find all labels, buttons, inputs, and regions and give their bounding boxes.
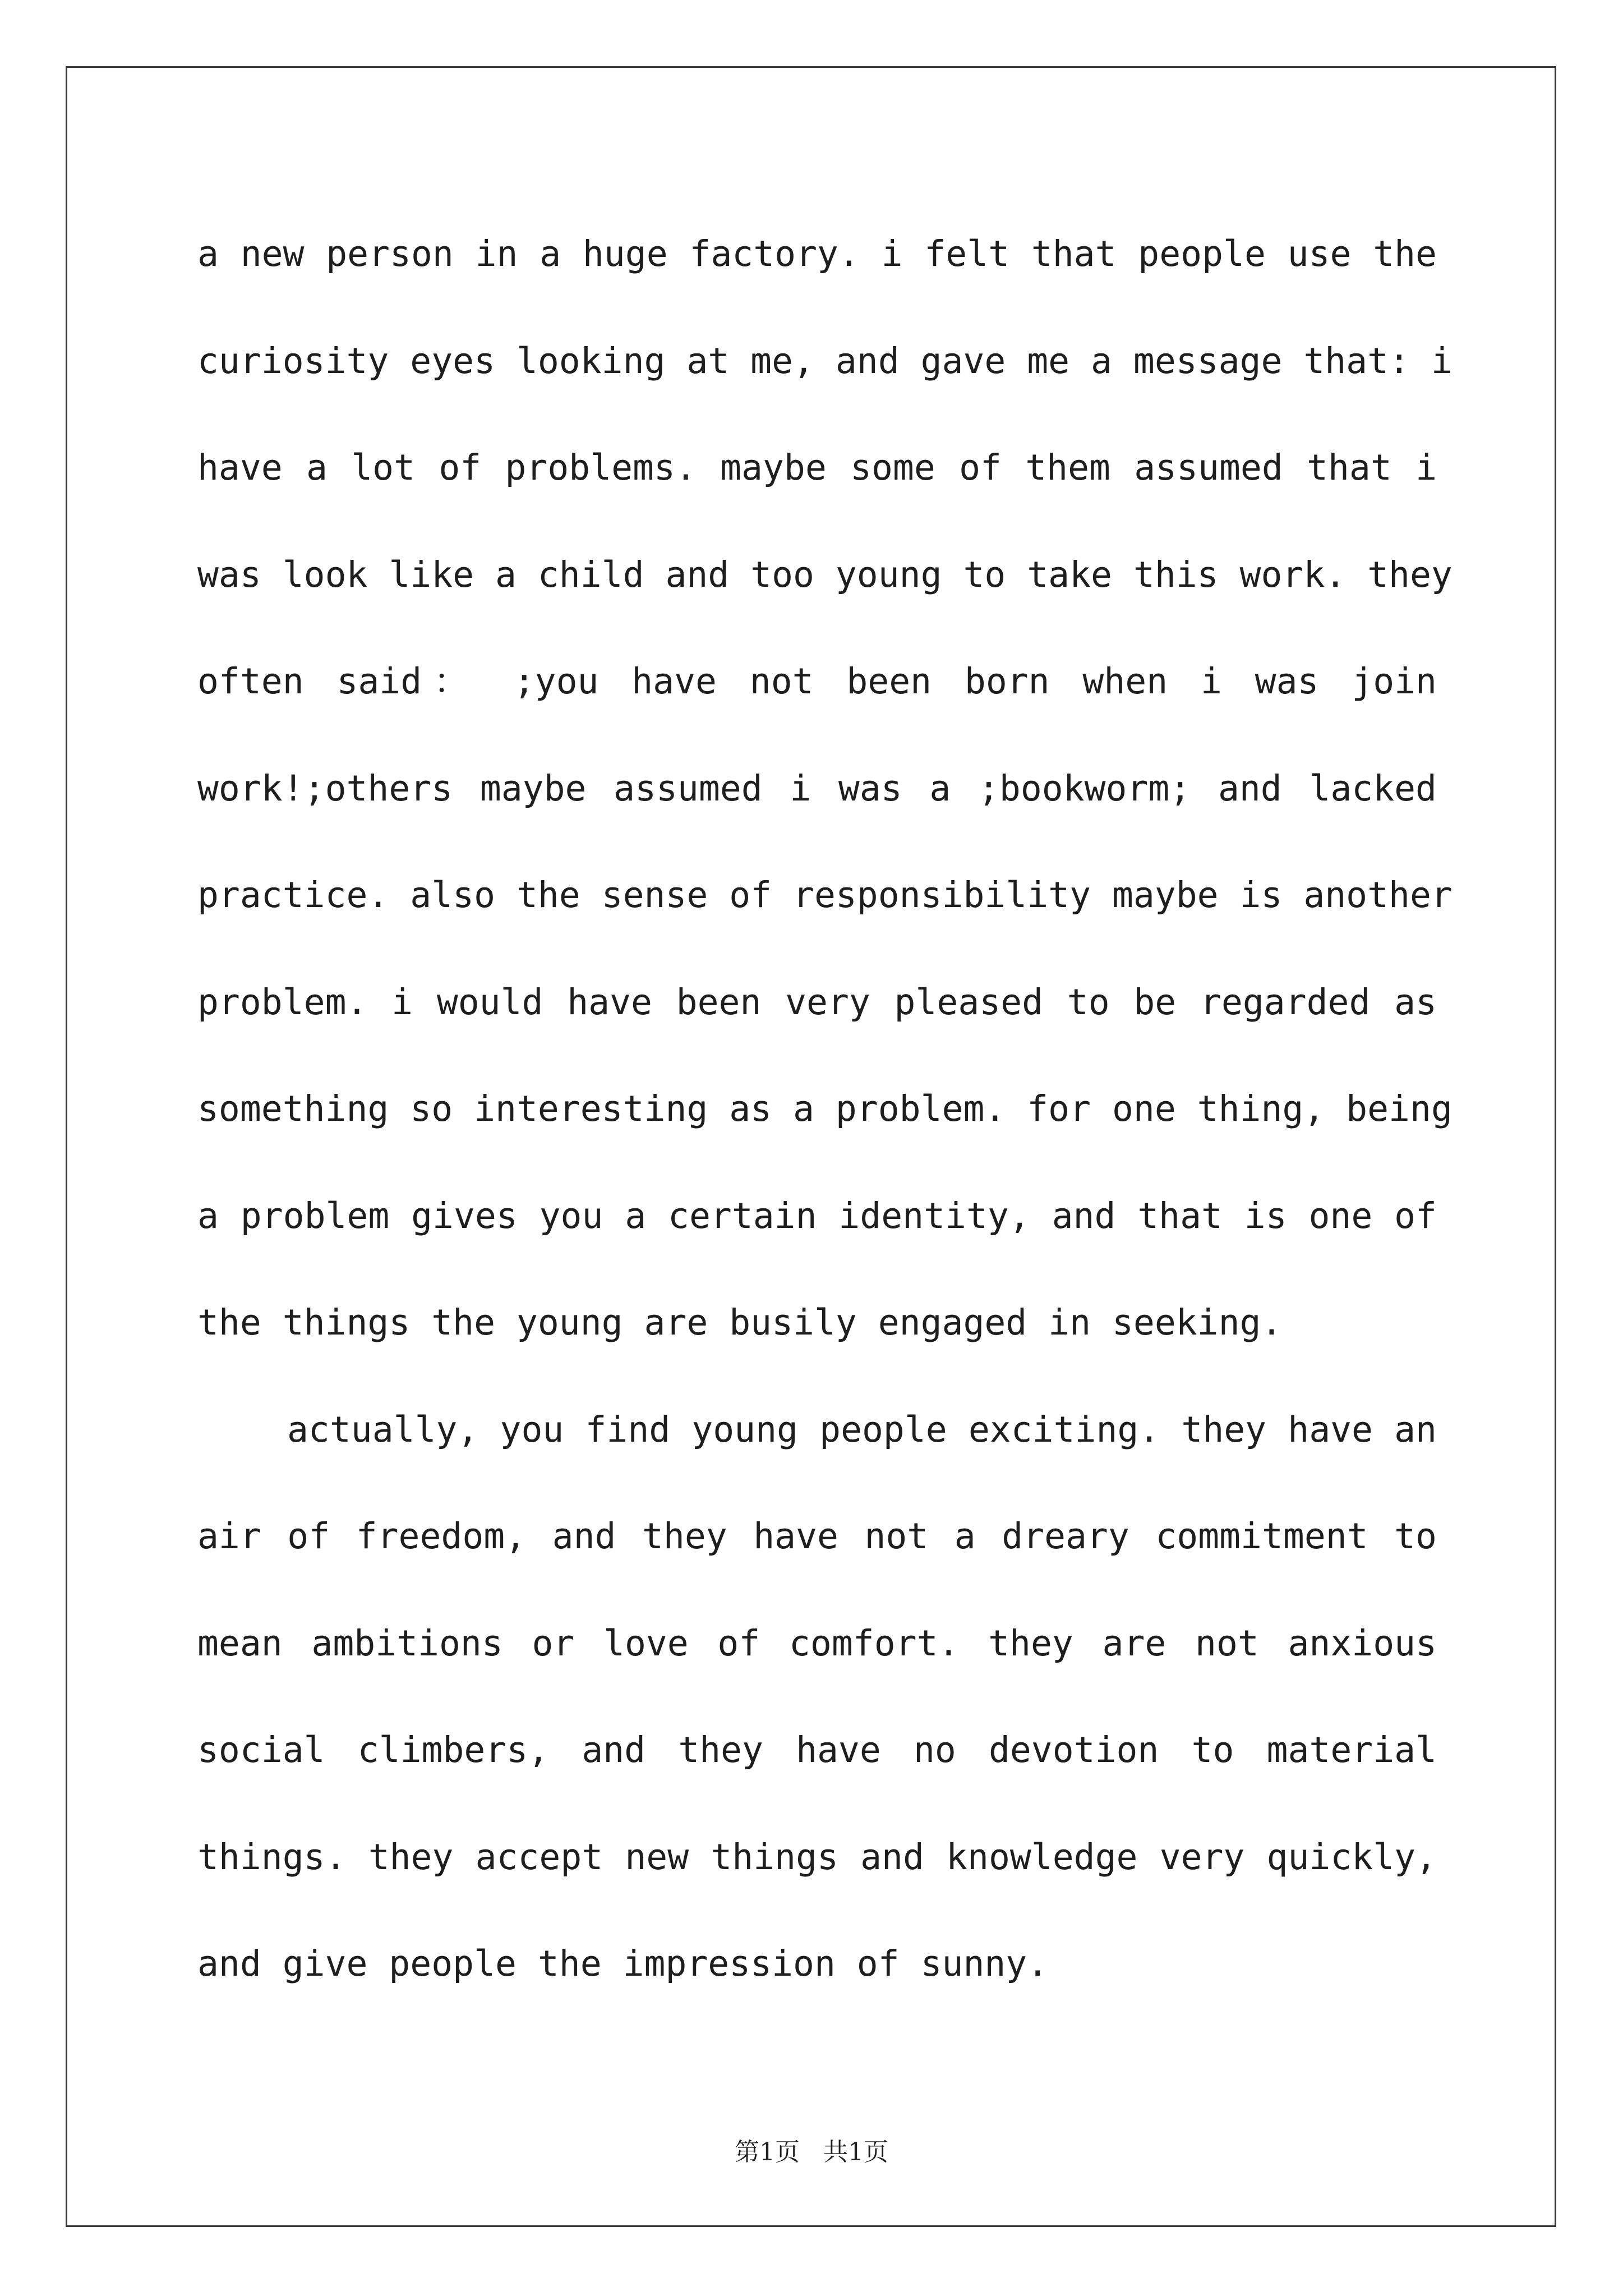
text-line: the things the young are busily engaged in seeking. (197, 1302, 1283, 1343)
text-line: actually, you find young people exciting. they have an (287, 1409, 1437, 1450)
text-line: things. they accept new things and knowledge very quickly, (197, 1836, 1437, 1878)
text-line: mean ambitions or love of comfort. they are not anxious (197, 1622, 1437, 1664)
paragraph-2 (197, 1395, 1437, 2036)
text-line: work!;others maybe assumed i was a ;bookworm; and lacked (197, 767, 1437, 809)
text-line: air of freedom, and they have not a dreary commitment to (197, 1516, 1437, 1557)
text-line: practice. also the sense of responsibility maybe is another (197, 875, 1453, 915)
text-line: a new person in a huge factory. i felt that people use the (197, 233, 1437, 274)
text-line: a problem gives you a certain identity, and that is one of (197, 1195, 1437, 1236)
text-line: social climbers, and they have no devotion to material (197, 1729, 1437, 1770)
paragraph-1 (197, 219, 1453, 1395)
text-line: was look like a child and too young to take this work. they (197, 554, 1453, 595)
text-line: problem. i would have been very pleased to be regarded as (197, 981, 1437, 1023)
text-line: often said： ;you have not been born when i was join (197, 661, 1437, 702)
document-body (197, 219, 1453, 2036)
text-line: have a lot of problems. maybe some of them assumed that i (197, 447, 1437, 488)
text-line: and give people the impression of sunny. (197, 1943, 1049, 1984)
page-number-footer: 第1页 共1页 (735, 2138, 888, 2166)
text-line: something so interesting as a problem. for one thing, being (197, 1088, 1453, 1129)
text-line: curiosity eyes looking at me, and gave me a message that: i (197, 340, 1453, 381)
